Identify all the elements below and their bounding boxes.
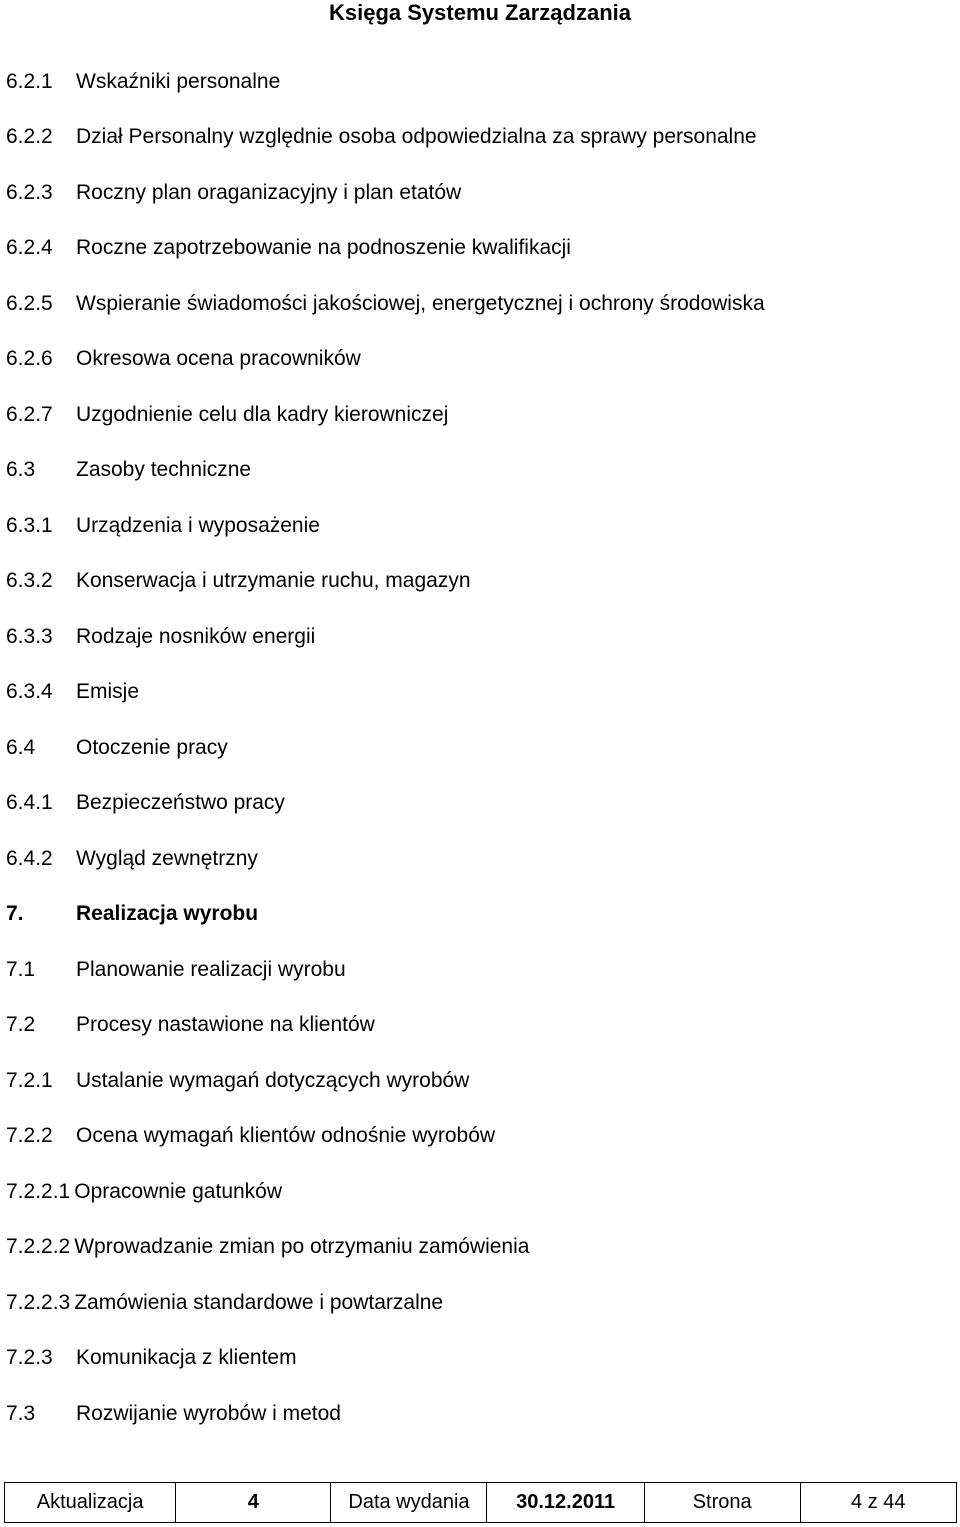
toc-entry-number: 6.4.2 — [6, 847, 53, 870]
footer-date-label: Data wydania — [331, 1483, 487, 1523]
footer-row — [5, 1483, 957, 1523]
footer-update-label: Aktualizacja — [5, 1483, 176, 1523]
toc-entry-number: 6.2.7 — [6, 403, 53, 426]
toc-entry-title: Konserwacja i utrzymanie ruchu, magazyn — [76, 569, 471, 592]
toc-entry-title: Bezpieczeństwo pracy — [76, 791, 285, 814]
footer-page-value: 4 z 44 — [800, 1483, 956, 1523]
toc-entry-number: 6.2.3 — [6, 181, 53, 204]
toc-entry-title: Urządzenia i wyposażenie — [76, 514, 320, 537]
toc-entry-number: 6.3.2 — [6, 569, 53, 592]
toc-entry-number: 6.2.6 — [6, 347, 53, 370]
toc-entry — [6, 1177, 282, 1207]
toc-entry-number: 7.2.2 — [6, 1124, 53, 1147]
toc-entry-number: 6.3.4 — [6, 680, 53, 703]
toc-entry-number: 6.4.1 — [6, 791, 53, 814]
toc-entry-number: 6.3.1 — [6, 514, 53, 537]
toc-entry-number: 6.3 — [6, 458, 36, 481]
toc-entry-title: Uzgodnienie celu dla kadry kierowniczej — [76, 403, 449, 426]
toc-entry-number: 7.2.2.3 — [6, 1291, 71, 1314]
toc-entry-number: 6.2.5 — [6, 292, 53, 315]
toc-entry-number: 7.2.1 — [6, 1069, 53, 1092]
toc-entry-number: 7.2 — [6, 1013, 36, 1036]
toc-entry — [6, 1288, 443, 1318]
toc-entry-title: Realizacja wyrobu — [76, 902, 259, 925]
toc-entry-title: Zamówienia standardowe i powtarzalne — [74, 1291, 444, 1314]
toc-entry-number: 6.2.1 — [6, 70, 53, 93]
toc-entry-number: 6.4 — [6, 736, 36, 759]
toc-entry-title: Komunikacja z klientem — [76, 1346, 297, 1369]
toc-entry-title: Rodzaje nosników energii — [76, 625, 316, 648]
toc-entry-number: 7.2.3 — [6, 1346, 53, 1369]
toc-entry-number: 7.3 — [6, 1402, 36, 1425]
toc-entry-title: Roczne zapotrzebowanie na podnoszenie kwalifikacji — [76, 236, 571, 259]
toc-entry-title: Roczny plan oraganizacyjny i plan etatów — [76, 181, 462, 204]
toc-entry-number: 6.2.2 — [6, 125, 53, 148]
toc-entry-title: Wskaźniki personalne — [76, 70, 281, 93]
toc-entry-title: Planowanie realizacji wyrobu — [76, 958, 346, 981]
toc-entry-number: 7. — [6, 902, 24, 925]
toc-entry-number: 7.2.2.2 — [6, 1235, 71, 1258]
toc-entry-title: Procesy nastawione na klientów — [76, 1013, 375, 1036]
toc-entry-number: 6.3.3 — [6, 625, 53, 648]
toc-entry-number: 7.2.2.1 — [6, 1180, 71, 1203]
footer-date-value: 30.12.2011 — [487, 1483, 644, 1523]
toc-entry-number: 6.2.4 — [6, 236, 53, 259]
toc-entry-title: Dział Personalny względnie osoba odpowiedzialna za sprawy personalne — [76, 125, 757, 148]
toc-entry-title: Otoczenie pracy — [76, 736, 228, 759]
toc-entry-title: Wygląd zewnętrzny — [76, 847, 258, 870]
toc-entry-title: Rozwijanie wyrobów i metod — [76, 1402, 341, 1425]
footer-page-label: Strona — [644, 1483, 800, 1523]
toc-entry-title: Wprowadzanie zmian po otrzymaniu zamówienia — [74, 1235, 530, 1258]
toc-entry-title: Opracownie gatunków — [74, 1180, 283, 1203]
toc-entry-title: Ustalanie wymagań dotyczących wyrobów — [76, 1069, 470, 1092]
toc-entry-number: 7.1 — [6, 958, 36, 981]
toc-entry-title: Zasoby techniczne — [76, 458, 252, 481]
footer-update-value: 4 — [176, 1483, 331, 1523]
page-header-title: Księga Systemu Zarządzania — [328, 0, 631, 25]
document-footer-table — [4, 1482, 957, 1523]
toc-entry-title: Emisje — [76, 680, 140, 703]
toc-entry — [6, 1232, 529, 1262]
toc-entry-title: Okresowa ocena pracowników — [76, 347, 361, 370]
toc-entry-title: Wspieranie świadomości jakościowej, energetycznej i ochrony środowiska — [76, 292, 765, 315]
toc-entry-title: Ocena wymagań klientów odnośnie wyrobów — [76, 1124, 496, 1147]
